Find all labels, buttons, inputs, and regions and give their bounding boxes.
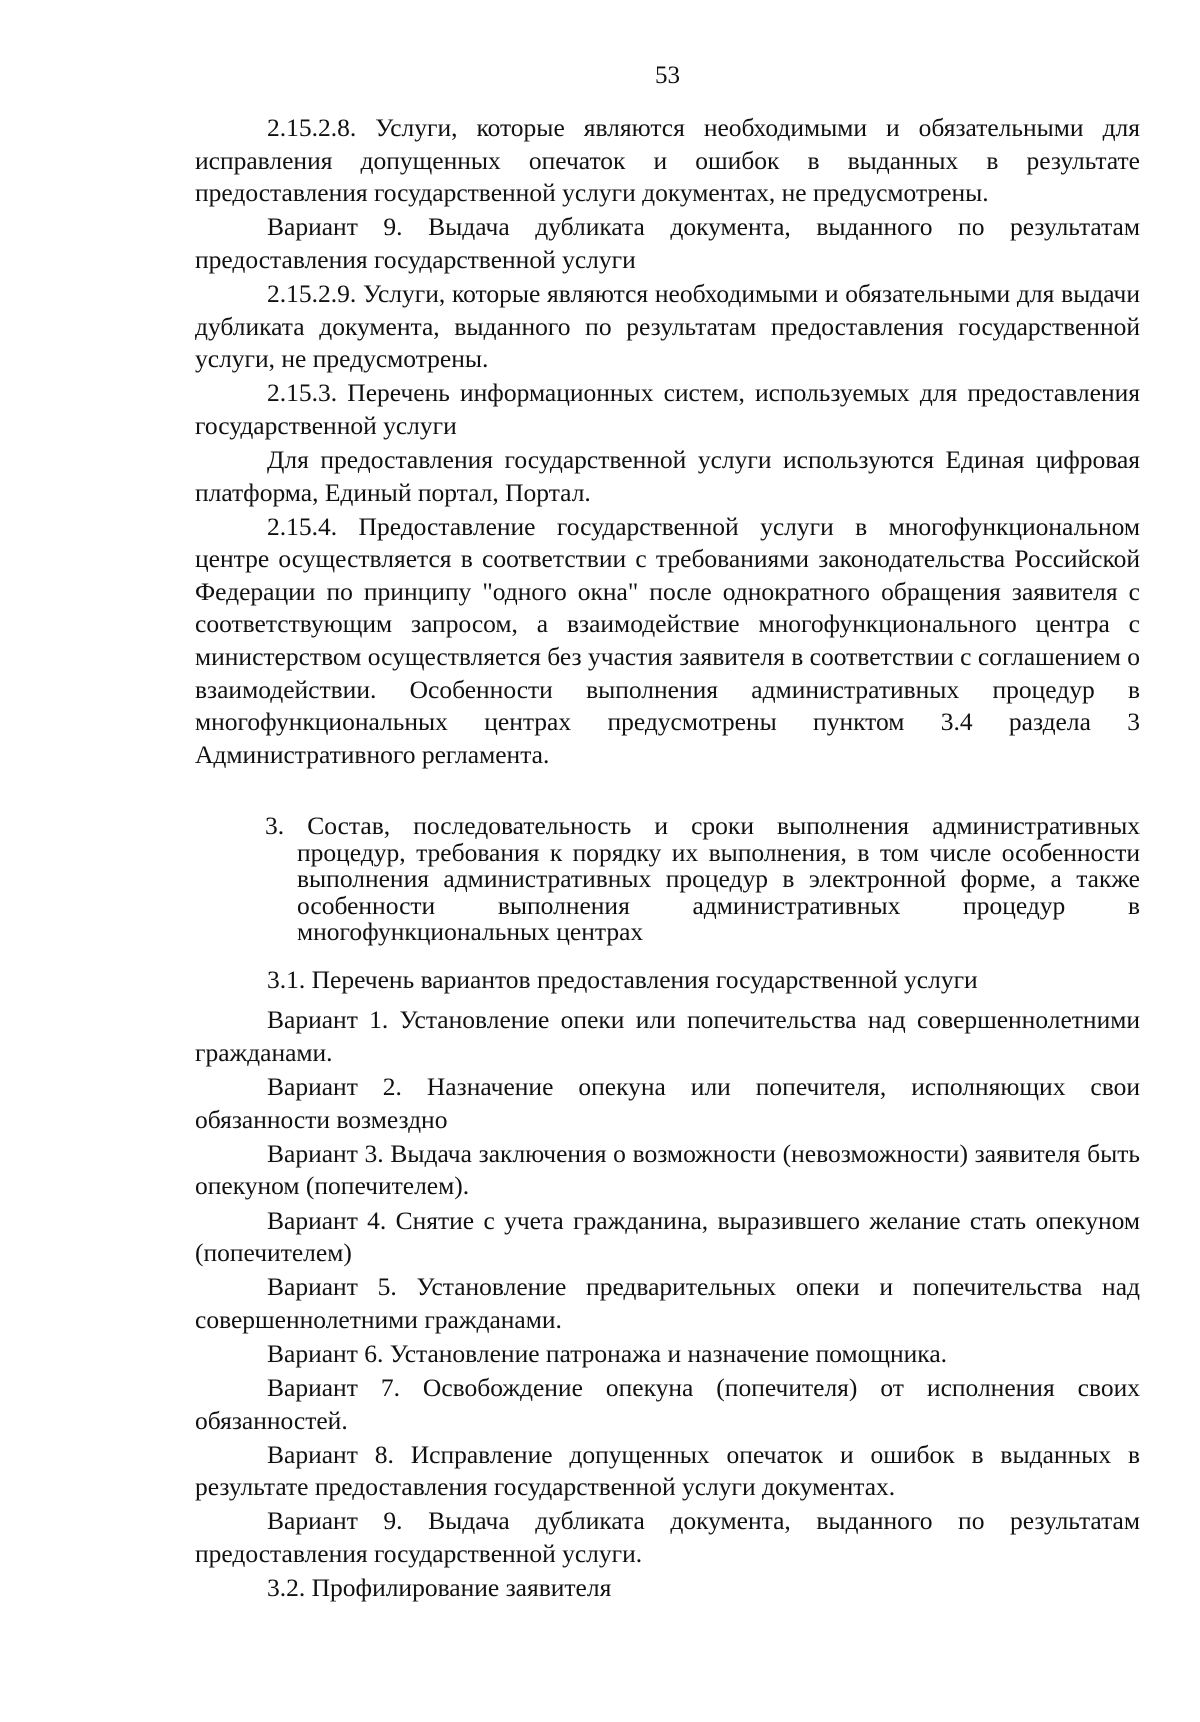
section-3-heading: 3. Состав, последовательность и сроки выполнения административных процедур, требования к порядку их выполнения, в том числе особенности выполнения административных процедур в электронной форме, а также особенности выполнения административных процедур в многофункциональных центрах [265,811,1140,947]
paragraph-2-15-2-8: 2.15.2.8. Услуги, которые являются необходимыми и обязательными для исправления допущенных опечаток и ошибок в выданных в результате предоставления государственной услуги документах, не предусмотрены. [195,113,1140,208]
list-item-variant-8: Вариант 8. Исправление допущенных опечаток и ошибок в выданных в результате предоставления государственной услуги документах. [195,1439,1140,1502]
list-item-variant-9: Вариант 9. Выдача дубликата документа, выданного по результатам предоставления государственной услуги. [195,1506,1140,1568]
list-item-variant-6: Вариант 6. Установление патронажа и назначение помощника. [267,1338,948,1368]
paragraph-variant-9-heading: Вариант 9. Выдача дубликата документа, выданного по результатам предоставления государственной услуги [195,212,1140,274]
list-item-variant-3: Вариант 3. Выдача заключения о возможности (невозможности) заявителя быть опекуном (попечителем). [195,1138,1140,1201]
list-item-variant-5: Вариант 5. Установление предварительных опеки и попечительства над совершеннолетними гражданами. [195,1272,1140,1334]
document-body [195,112,1140,1605]
paragraph-2-15-4: 2.15.4. Предоставление государственной услуги в многофункциональном центре осуществляется в соответствии с требованиями законодательства Российской Федерации по принципу "одного окна" после однократного обращения заявителя с соответствующим запросом, а взаимодействие многофункционального центра с министерством осуществляется без участия заявителя в соответствии с соглашением о взаимодействии. Особенности выполнения административных процедур в многофункциональных центрах предусмотрены пунктом 3.4 раздела 3 Административного регламента. [195,511,1140,769]
list-item-variant-7: Вариант 7. Освобождение опекуна (попечителя) от исполнения своих обязанностей. [195,1373,1140,1435]
paragraph-3-1: 3.1. Перечень вариантов предоставления государственной услуги [267,964,978,994]
list-item-variant-4: Вариант 4. Снятие с учета гражданина, выразившего желание стать опекуном (попечителем) [195,1205,1140,1268]
page-number: 53 [655,62,680,89]
document-page [195,0,1140,1722]
list-item-variant-1: Вариант 1. Установление опеки или попечительства над совершеннолетними гражданами. [195,1005,1140,1068]
paragraph-2-15-3: 2.15.3. Перечень информационных систем, используемых для предоставления государственной услуги [195,378,1140,440]
paragraph-information-systems: Для предоставления государственной услуги используются Единая цифровая платформа, Единый портал, Портал. [195,444,1140,507]
paragraph-2-15-2-9: 2.15.2.9. Услуги, которые являются необходимыми и обязательными для выдачи дубликата документа, выданного по результатам предоставления государственной услуги, не предусмотрены. [195,278,1140,374]
list-item-variant-2: Вариант 2. Назначение опекуна или попечителя, исполняющих свои обязанности возмездно [195,1072,1140,1134]
paragraph-3-2: 3.2. Профилирование заявителя [267,1573,612,1603]
